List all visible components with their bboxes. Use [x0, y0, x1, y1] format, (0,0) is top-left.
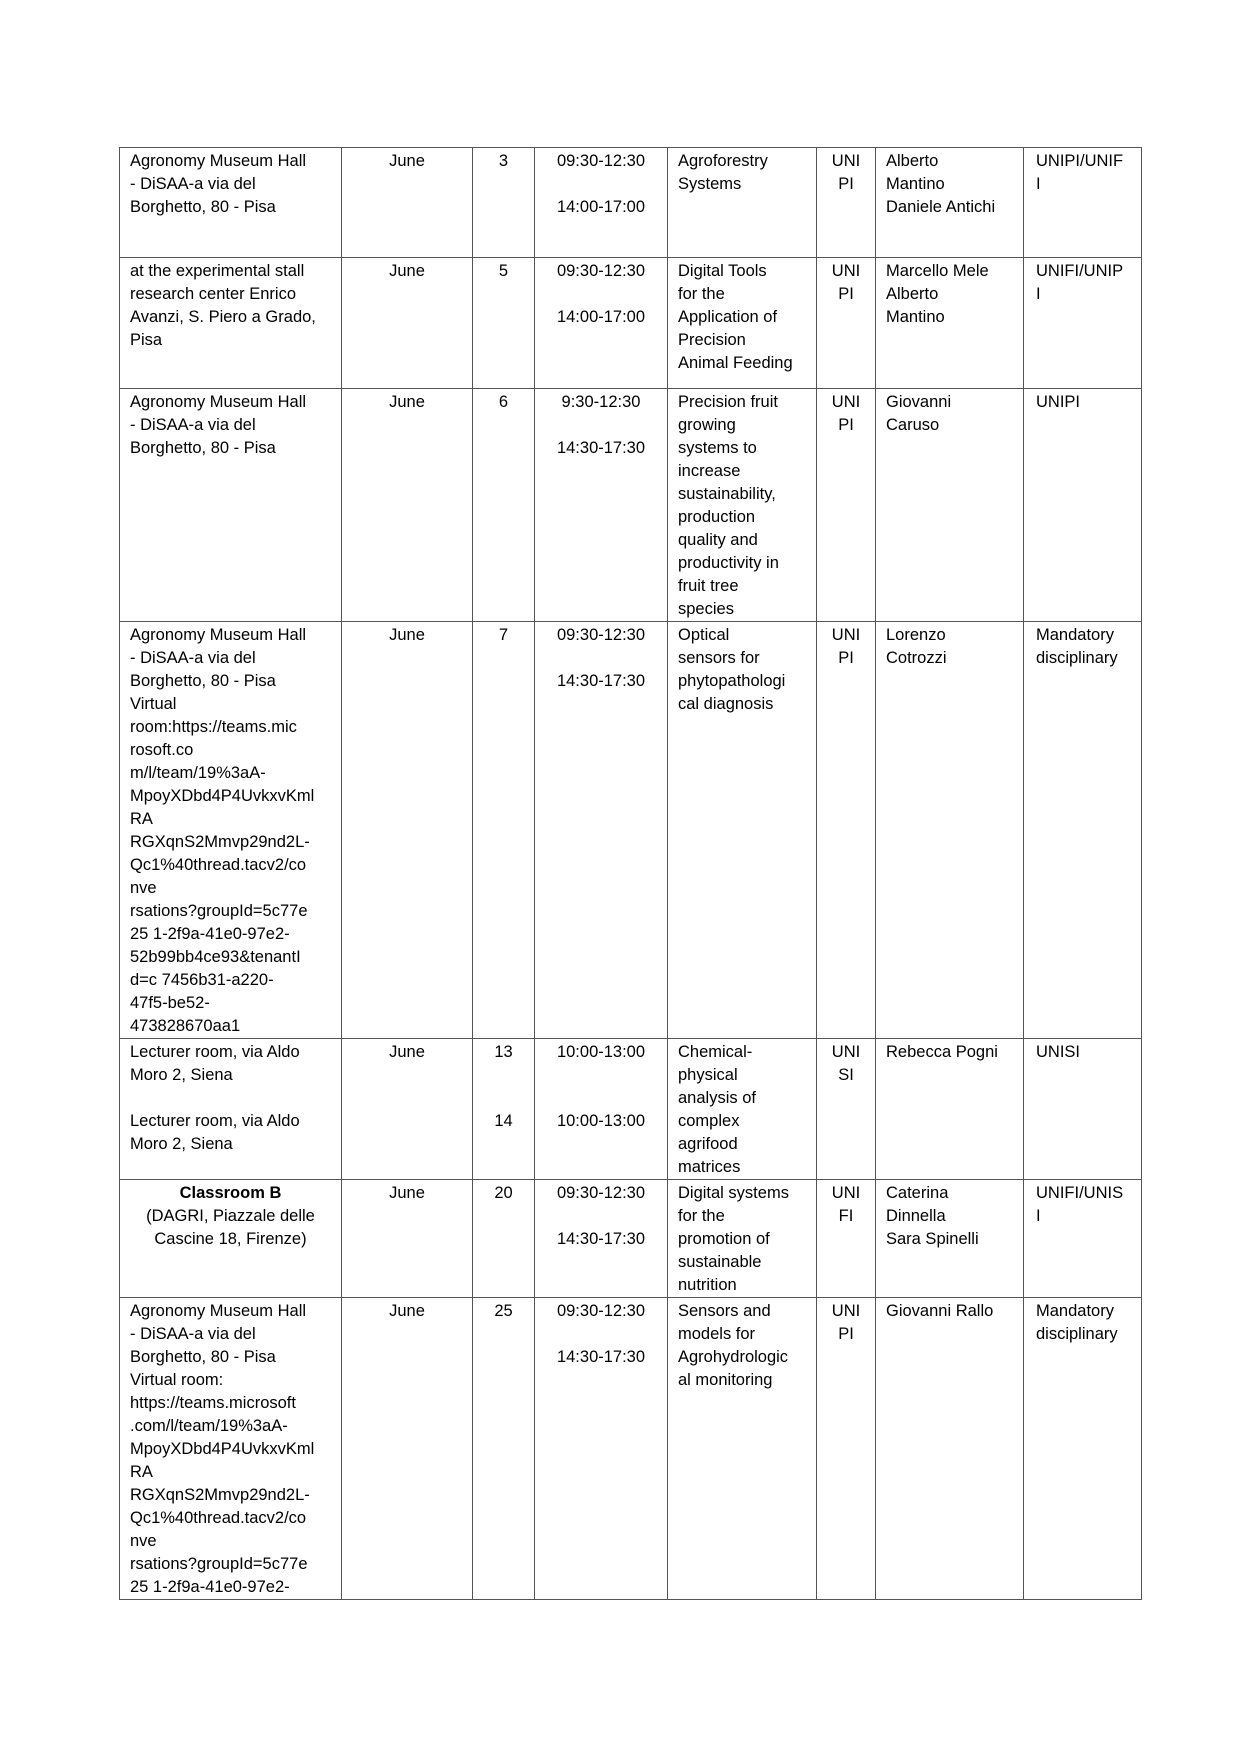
cell-text: June: [389, 262, 425, 280]
month-cell: [342, 389, 473, 622]
table-row: [120, 1039, 1142, 1180]
cell-text: PI: [838, 285, 854, 303]
cell-text: Pisa: [130, 331, 163, 349]
cell-text: Rebecca Pogni: [886, 1043, 998, 1061]
cell-text: 6: [498, 393, 509, 411]
cell-text: sustainable: [678, 1253, 762, 1271]
cell-text: Precision: [678, 331, 746, 349]
cell-text: I: [1036, 175, 1041, 193]
type-cell: [1024, 389, 1142, 622]
cell-text: Sensors and: [678, 1302, 771, 1320]
cell-text: Mandatory: [1036, 1302, 1114, 1320]
cell-text: rsations?groupId=5c77e: [130, 1555, 308, 1573]
topic-cell: [668, 1298, 817, 1600]
cell-text: 09:30-12:30: [556, 262, 646, 280]
cell-text: room:https://teams.mic: [130, 718, 297, 736]
cell-text: UNI: [831, 262, 861, 280]
cell-text: agrifood: [678, 1135, 738, 1153]
table-row: [120, 1180, 1142, 1298]
cell-text: Daniele Antichi: [886, 198, 996, 216]
cell-text: growing: [678, 416, 736, 434]
teachers-cell: [876, 1039, 1024, 1180]
cell-text: Systems: [678, 175, 742, 193]
cell-text: research center Enrico: [130, 285, 296, 303]
cell-text: June: [389, 1043, 425, 1061]
cell-text: 10:00-13:00: [556, 1043, 646, 1061]
cell-text: Animal Feeding: [678, 354, 793, 372]
cell-text: nutrition: [678, 1276, 737, 1294]
cell-text: PI: [838, 1325, 854, 1343]
cell-text: analysis of: [678, 1089, 756, 1107]
table-row: [120, 258, 1142, 389]
schedule-table: [119, 147, 1142, 1600]
cell-text: Qc1%40thread.tacv2/co: [130, 856, 307, 874]
cell-text: 14:30-17:30: [556, 672, 646, 690]
cell-text: 14:00-17:00: [556, 308, 646, 326]
type-cell: [1024, 1298, 1142, 1600]
topic-cell: [668, 258, 817, 389]
time-cell: [535, 1039, 668, 1180]
day-cell: [473, 1298, 535, 1600]
cell-text: RGXqnS2Mmvp29nd2L-: [130, 833, 310, 851]
cell-text: complex: [678, 1112, 740, 1130]
cell-text: Agronomy Museum Hall: [130, 393, 307, 411]
time-cell: [535, 258, 668, 389]
cell-text: June: [389, 626, 425, 644]
cell-text: 14:30-17:30: [556, 439, 646, 457]
cell-text: rsations?groupId=5c77e: [130, 902, 308, 920]
cell-text: Agronomy Museum Hall: [130, 1302, 307, 1320]
cell-text: systems to: [678, 439, 757, 457]
cell-text: Cotrozzi: [886, 649, 947, 667]
cell-text: Alberto: [886, 152, 939, 170]
location-cell: [120, 1039, 342, 1180]
university-cell: [817, 1298, 876, 1600]
month-cell: [342, 1180, 473, 1298]
spacer: [130, 1087, 331, 1110]
type-cell: [1024, 622, 1142, 1039]
cell-text: I: [1036, 1207, 1041, 1225]
cell-text: 14:30-17:30: [556, 1230, 646, 1248]
cell-text: Lorenzo: [886, 626, 946, 644]
topic-cell: [668, 1180, 817, 1298]
cell-text: 14:00-17:00: [556, 198, 646, 216]
cell-text: 13: [494, 1043, 513, 1061]
cell-text: Borghetto, 80 - Pisa: [130, 1348, 276, 1366]
cell-text: UNIPI: [1036, 393, 1081, 411]
month-cell: [342, 258, 473, 389]
cell-text: Classroom B: [179, 1184, 282, 1202]
cell-text: al monitoring: [678, 1371, 773, 1389]
university-cell: [817, 258, 876, 389]
cell-text: PI: [838, 649, 854, 667]
cell-text: https://teams.microsoft: [130, 1394, 296, 1412]
cell-text: Mantino: [886, 308, 945, 326]
cell-text: Lecturer room, via Aldo: [130, 1043, 300, 1061]
cell-text: increase: [678, 462, 741, 480]
cell-text: at the experimental stall: [130, 262, 305, 280]
cell-text: SI: [838, 1066, 854, 1084]
type-cell: [1024, 258, 1142, 389]
spacer: [475, 1064, 532, 1087]
table-row: [120, 148, 1142, 258]
cell-text: Application of: [678, 308, 778, 326]
spacer: [537, 647, 665, 670]
cell-text: 10:00-13:00: [556, 1112, 646, 1130]
cell-text: 14: [494, 1112, 513, 1130]
cell-text: Chemical-: [678, 1043, 753, 1061]
day-cell: [473, 389, 535, 622]
teachers-cell: [876, 389, 1024, 622]
month-cell: [342, 148, 473, 258]
type-cell: [1024, 1039, 1142, 1180]
cell-text: UNISI: [1036, 1043, 1081, 1061]
cell-text: production: [678, 508, 756, 526]
spacer: [537, 173, 665, 196]
cell-text: promotion of: [678, 1230, 770, 1248]
type-cell: [1024, 1180, 1142, 1298]
cell-text: June: [389, 1302, 425, 1320]
cell-text: RA: [130, 1463, 153, 1481]
type-cell: [1024, 148, 1142, 258]
cell-text: for the: [678, 1207, 725, 1225]
cell-text: Agronomy Museum Hall: [130, 152, 307, 170]
spacer: [537, 1205, 665, 1228]
cell-text: 09:30-12:30: [556, 1302, 646, 1320]
cell-text: Borghetto, 80 - Pisa: [130, 672, 276, 690]
cell-text: UNIFI/UNIS: [1036, 1184, 1124, 1202]
spacer: [537, 414, 665, 437]
table-row: [120, 622, 1142, 1039]
cell-text: Optical: [678, 626, 730, 644]
topic-cell: [668, 148, 817, 258]
cell-text: Agronomy Museum Hall: [130, 626, 307, 644]
cell-text: FI: [838, 1207, 854, 1225]
teachers-cell: [876, 148, 1024, 258]
cell-text: matrices: [678, 1158, 741, 1176]
cell-text: Agrohydrologic: [678, 1348, 789, 1366]
cell-text: quality and: [678, 531, 758, 549]
cell-text: 20: [494, 1184, 513, 1202]
cell-text: 14:30-17:30: [556, 1348, 646, 1366]
cell-text: Lecturer room, via Aldo: [130, 1112, 300, 1130]
cell-text: productivity in: [678, 554, 779, 572]
cell-text: 09:30-12:30: [556, 626, 646, 644]
month-cell: [342, 1298, 473, 1600]
cell-text: sustainability,: [678, 485, 776, 503]
cell-text: for the: [678, 285, 725, 303]
cell-text: UNI: [831, 393, 861, 411]
university-cell: [817, 1180, 876, 1298]
cell-text: Mandatory: [1036, 626, 1114, 644]
cell-text: m/l/team/19%3aA-: [130, 764, 266, 782]
cell-text: Agroforestry: [678, 152, 768, 170]
cell-text: cal diagnosis: [678, 695, 774, 713]
cell-text: UNI: [831, 1043, 861, 1061]
cell-text: Dinnella: [886, 1207, 946, 1225]
cell-text: Virtual room:: [130, 1371, 224, 1389]
teachers-cell: [876, 258, 1024, 389]
cell-text: - DiSAA-a via del: [130, 175, 256, 193]
cell-text: Moro 2, Siena: [130, 1066, 233, 1084]
cell-text: - DiSAA-a via del: [130, 416, 256, 434]
cell-text: UNI: [831, 152, 861, 170]
cell-text: 09:30-12:30: [556, 152, 646, 170]
cell-text: Moro 2, Siena: [130, 1135, 233, 1153]
cell-text: MpoyXDbd4P4UvkxvKml: [130, 1440, 315, 1458]
cell-text: 25 1-2f9a-41e0-97e2-: [130, 925, 290, 943]
cell-text: I: [1036, 285, 1041, 303]
topic-cell: [668, 622, 817, 1039]
table-row: [120, 1298, 1142, 1600]
cell-text: PI: [838, 175, 854, 193]
location-cell: [120, 148, 342, 258]
cell-text: Borghetto, 80 - Pisa: [130, 439, 276, 457]
cell-text: 09:30-12:30: [556, 1184, 646, 1202]
teachers-cell: [876, 1298, 1024, 1600]
cell-text: 7: [498, 626, 509, 644]
cell-text: Alberto: [886, 285, 939, 303]
cell-text: disciplinary: [1036, 1325, 1118, 1343]
cell-text: sensors for: [678, 649, 760, 667]
time-cell: [535, 148, 668, 258]
cell-text: d=c 7456b31-a220-: [130, 971, 274, 989]
cell-text: Virtual: [130, 695, 177, 713]
cell-text: 9:30-12:30: [561, 393, 641, 411]
university-cell: [817, 622, 876, 1039]
time-cell: [535, 1180, 668, 1298]
cell-text: UNIPI/UNIF: [1036, 152, 1124, 170]
cell-text: physical: [678, 1066, 738, 1084]
cell-text: disciplinary: [1036, 649, 1118, 667]
spacer: [537, 283, 665, 306]
cell-text: Avanzi, S. Piero a Grado,: [130, 308, 316, 326]
day-cell: [473, 622, 535, 1039]
day-cell: [473, 258, 535, 389]
spacer: [537, 1064, 665, 1087]
cell-text: - DiSAA-a via del: [130, 649, 256, 667]
university-cell: [817, 1039, 876, 1180]
cell-text: Digital Tools: [678, 262, 767, 280]
cell-text: UNIFI/UNIP: [1036, 262, 1124, 280]
topic-cell: [668, 389, 817, 622]
cell-text: UNI: [831, 1184, 861, 1202]
time-cell: [535, 389, 668, 622]
day-cell: [473, 148, 535, 258]
location-cell: [120, 389, 342, 622]
cell-text: rosoft.co: [130, 741, 194, 759]
cell-text: Sara Spinelli: [886, 1230, 979, 1248]
cell-text: PI: [838, 416, 854, 434]
day-cell: [473, 1180, 535, 1298]
table-row: [120, 389, 1142, 622]
cell-text: 52b99bb4ce93&tenantI: [130, 948, 301, 966]
teachers-cell: [876, 622, 1024, 1039]
cell-text: 47f5-be52-: [130, 994, 210, 1012]
cell-text: RGXqnS2Mmvp29nd2L-: [130, 1486, 310, 1504]
day-cell: [473, 1039, 535, 1180]
teachers-cell: [876, 1180, 1024, 1298]
time-cell: [535, 622, 668, 1039]
cell-text: Digital systems: [678, 1184, 789, 1202]
location-cell: [120, 622, 342, 1039]
time-cell: [535, 1298, 668, 1600]
cell-text: 5: [498, 262, 509, 280]
cell-text: Cascine 18, Firenze): [154, 1230, 307, 1248]
cell-text: Caruso: [886, 416, 940, 434]
cell-text: (DAGRI, Piazzale delle: [146, 1207, 315, 1225]
month-cell: [342, 1039, 473, 1180]
cell-text: phytopathologi: [678, 672, 786, 690]
university-cell: [817, 148, 876, 258]
cell-text: June: [389, 393, 425, 411]
cell-text: Caterina: [886, 1184, 949, 1202]
cell-text: fruit tree: [678, 577, 739, 595]
table-body: [120, 148, 1142, 1600]
location-cell: [120, 1180, 342, 1298]
cell-text: 25: [494, 1302, 513, 1320]
cell-text: models for: [678, 1325, 756, 1343]
cell-text: 473828670aa1: [130, 1017, 241, 1035]
cell-text: .com/l/team/19%3aA-: [130, 1417, 288, 1435]
location-cell: [120, 258, 342, 389]
month-cell: [342, 622, 473, 1039]
cell-text: 25 1-2f9a-41e0-97e2-: [130, 1578, 290, 1596]
cell-text: RA: [130, 810, 153, 828]
cell-text: UNI: [831, 626, 861, 644]
cell-text: UNI: [831, 1302, 861, 1320]
location-cell: [120, 1298, 342, 1600]
cell-text: MpoyXDbd4P4UvkxvKml: [130, 787, 315, 805]
cell-text: June: [389, 1184, 425, 1202]
topic-cell: [668, 1039, 817, 1180]
cell-text: Borghetto, 80 - Pisa: [130, 198, 276, 216]
cell-text: June: [389, 152, 425, 170]
cell-text: Qc1%40thread.tacv2/co: [130, 1509, 307, 1527]
spacer: [537, 1087, 665, 1110]
cell-text: nve: [130, 1532, 157, 1550]
cell-text: nve: [130, 879, 157, 897]
cell-text: Precision fruit: [678, 393, 778, 411]
cell-text: Marcello Mele: [886, 262, 989, 280]
cell-text: Mantino: [886, 175, 945, 193]
cell-text: species: [678, 600, 734, 618]
university-cell: [817, 389, 876, 622]
spacer: [537, 1323, 665, 1346]
cell-text: Giovanni: [886, 393, 952, 411]
cell-text: 3: [498, 152, 509, 170]
cell-text: Giovanni Rallo: [886, 1302, 994, 1320]
spacer: [475, 1087, 532, 1110]
cell-text: - DiSAA-a via del: [130, 1325, 256, 1343]
